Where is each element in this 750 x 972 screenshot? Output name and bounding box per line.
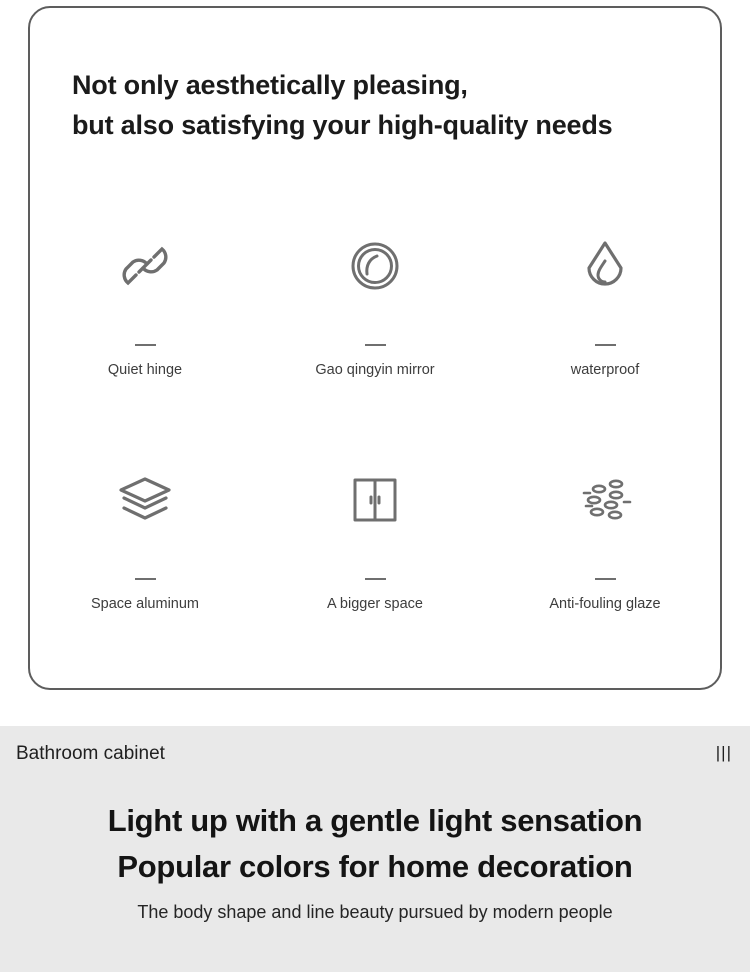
menu-lines-icon[interactable]: ||| <box>715 743 732 762</box>
feature-label: waterproof <box>570 361 640 378</box>
anti-fouling-glaze-icon <box>572 452 638 548</box>
divider-dash <box>365 344 386 346</box>
feature-item-mirror <box>260 208 490 442</box>
double-door-cabinet-icon <box>346 452 404 548</box>
feature-item-space-aluminum <box>30 442 260 676</box>
feature-item-waterproof <box>490 208 720 442</box>
bottom-bar <box>0 726 750 782</box>
feature-item-anti-fouling-glaze <box>490 442 720 676</box>
divider-dash <box>365 578 386 580</box>
feature-grid <box>30 208 720 676</box>
feature-label: Anti-fouling glaze <box>549 595 661 612</box>
feature-item-quiet-hinge <box>30 208 260 442</box>
feature-heading <box>72 66 720 146</box>
divider-dash <box>135 578 156 580</box>
feature-heading-line-1: Not only aesthetically pleasing, <box>72 70 468 100</box>
feature-label: A bigger space <box>327 595 423 612</box>
promo-line-1: Light up with a gentle light sensation <box>107 803 643 838</box>
water-drop-icon <box>574 218 636 314</box>
bottom-bar-title: Bathroom cabinet <box>16 743 165 764</box>
promo-block <box>0 782 750 923</box>
divider-dash <box>135 344 156 346</box>
feature-label: Space aluminum <box>91 595 199 612</box>
bottom-panel <box>0 726 750 972</box>
round-mirror-icon <box>344 218 406 314</box>
feature-label: Quiet hinge <box>107 361 183 378</box>
stacked-layers-icon <box>112 452 178 548</box>
feature-heading-line-2: but also satisfying your high-quality needs <box>72 109 613 140</box>
feature-item-bigger-space <box>260 442 490 676</box>
divider-dash <box>595 578 616 580</box>
feature-label: Gao qingyin mirror <box>315 361 435 378</box>
divider-dash <box>595 344 616 346</box>
promo-line-2: Popular colors for home decoration <box>117 848 633 884</box>
promo-subtitle: The body shape and line beauty pursued by modern people <box>137 901 613 922</box>
chain-link-icon <box>114 218 176 314</box>
feature-card <box>28 6 722 690</box>
